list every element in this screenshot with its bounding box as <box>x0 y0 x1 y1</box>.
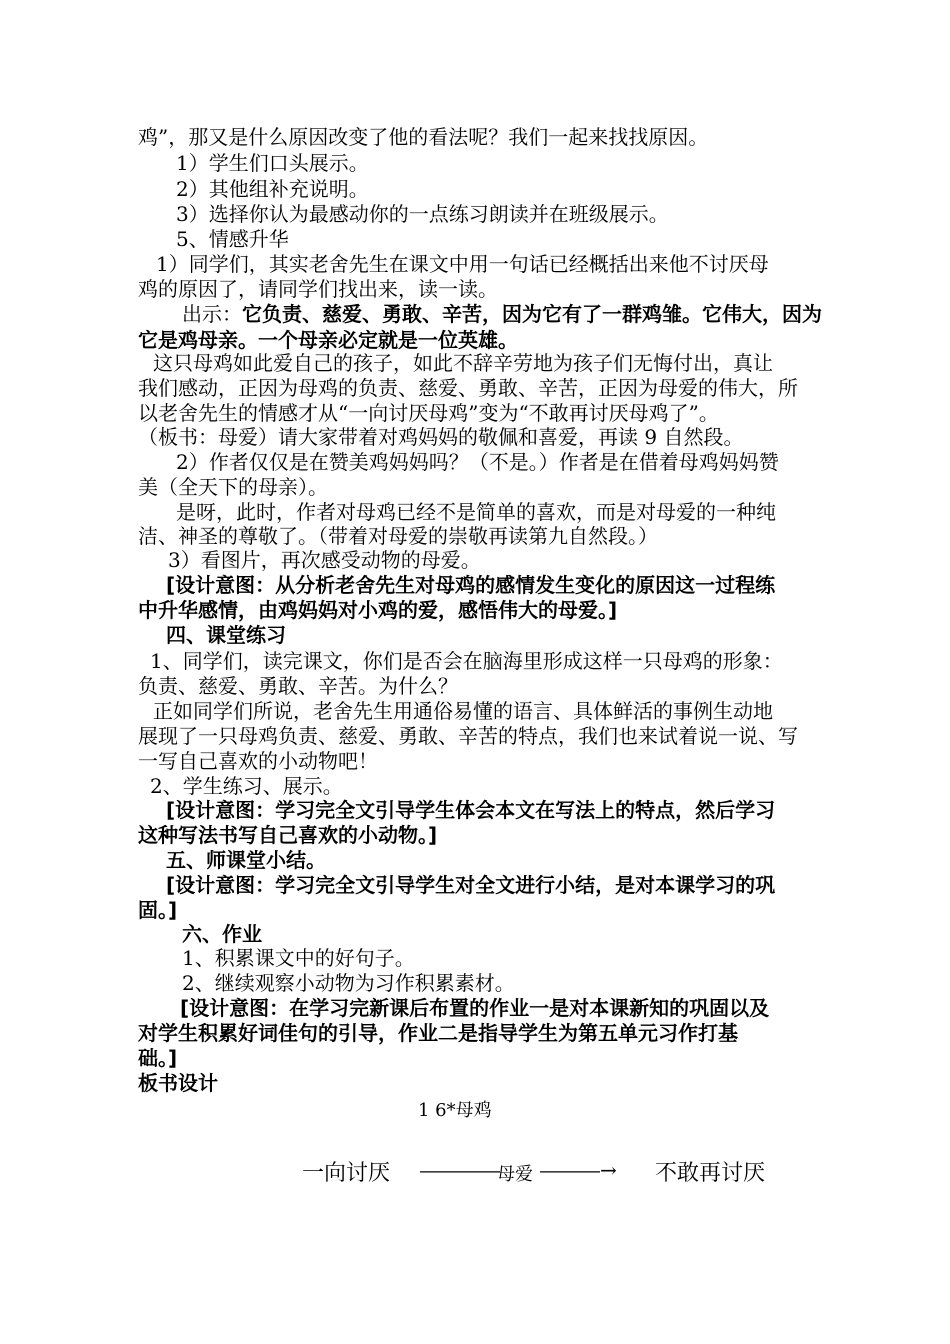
p3-line1: 2）作者仅仅是在赞美鸡妈妈吗？（不是。）作者是在借着母鸡妈妈赞 <box>176 450 779 474</box>
practice-2: 2、学生练习、展示。 <box>150 774 343 798</box>
design-intent-3b: 固。] <box>138 898 178 922</box>
quote-line2: 它是鸡母亲。一个母亲必定就是一位英雄。 <box>138 328 518 352</box>
p1-line1: 鸡”，那又是什么原因改变了他的看法呢？我们一起来找找原因。 <box>138 125 709 149</box>
section-6-heading: 六、作业 <box>182 922 262 946</box>
board-design-heading: 板书设计 <box>138 1071 218 1095</box>
practice-p-c: 一写自己喜欢的小动物吧！ <box>138 749 378 773</box>
design-intent-2b: 这种写法书写自己喜欢的小动物。] <box>138 823 438 847</box>
item-3: 3）选择你认为最感动你的一点练习朗读并在班级展示。 <box>176 202 669 226</box>
item-1: 1）学生们口头展示。 <box>176 151 369 175</box>
p4-line1: 是呀，此时，作者对母鸡已经不是简单的喜欢，而是对母爱的一种纯 <box>176 500 776 524</box>
homework-1: 1、积累课文中的好句子。 <box>182 946 415 970</box>
quote-line1 <box>182 301 822 327</box>
quote-prefix: 出示： <box>182 302 242 326</box>
homework-2: 2、继续观察小动物为习作积累素材。 <box>182 971 515 995</box>
p2-line1: 这只母鸡如此爱自己的孩子，如此不辞辛劳地为孩子们无悔付出，真让 <box>153 351 773 375</box>
board-title: 1 6*母鸡 <box>418 1100 492 1121</box>
p3-line2: 美（全天下的母亲）。 <box>138 475 328 499</box>
board-arrow-right-dashes: ―――→ <box>540 1158 617 1182</box>
p4-line2: 洁、神圣的尊敬了。（带着对母爱的崇敬再读第九自然段。） <box>138 524 658 548</box>
design-intent-1b: 中升华感情，由鸡妈妈对小鸡的爱，感悟伟大的母爱。] <box>138 598 618 622</box>
board-right-term: 不敢再讨厌 <box>655 1161 766 1186</box>
board-center-term: 母爱 <box>497 1164 533 1185</box>
practice-p-b: 展现了一只母鸡负责、慈爱、勇敢、辛苦的特点，我们也来试着说一说、写 <box>138 724 798 748</box>
p2-line3: 以老舍先生的情感才从“一向讨厌母鸡”变为“不敢再讨厌母鸡了”。 <box>138 401 719 425</box>
design-intent-4a: [设计意图：在学习完新课后布置的作业一是对本课新知的巩固以及 <box>180 996 770 1020</box>
quote-text-1: 它负责、慈爱、勇敢、辛苦，因为它有了一群鸡雏。它伟大，因为 <box>242 302 822 326</box>
practice-p-a: 正如同学们所说，老舍先生用通俗易懂的语言、具体鲜活的事例生动地 <box>153 699 773 723</box>
design-intent-1a: [设计意图：从分析老舍先生对母鸡的感情发生变化的原因这一过程练 <box>166 573 776 597</box>
section-4-heading: 四、课堂练习 <box>166 623 286 647</box>
section-5-summary-heading: 五、师课堂小结。 <box>166 848 326 872</box>
p2-line4: （板书：母爱）请大家带着对鸡妈妈的敬佩和喜爱，再读 9 自然段。 <box>138 425 744 449</box>
p2-line2: 我们感动，正因为母鸡的负责、慈爱、勇敢、辛苦，正因为母爱的伟大，所 <box>138 376 798 400</box>
p-emotion-1a: 1）同学们，其实老舍先生在课文中用一句话已经概括出来他不讨厌母 <box>156 252 769 276</box>
practice-1a: 1、同学们，读完课文，你们是否会在脑海里形成这样一只母鸡的形象： <box>150 649 783 673</box>
design-intent-3a: [设计意图：学习完全文引导学生对全文进行小结，是对本课学习的巩 <box>166 873 776 897</box>
design-intent-2a: [设计意图：学习完全文引导学生体会本文在写法上的特点，然后学习 <box>166 798 776 822</box>
design-intent-4c: 础。] <box>138 1046 178 1070</box>
section-5-heading: 5、情感升华 <box>176 227 289 251</box>
item-2: 2）其他组补充说明。 <box>176 177 369 201</box>
p-emotion-1b: 鸡的原因了，请同学们找出来，读一读。 <box>138 277 498 301</box>
p5-line1: 3）看图片，再次感受动物的母爱。 <box>168 548 481 572</box>
design-intent-4b: 对学生积累好词佳句的引导，作业二是指导学生为第五单元习作打基 <box>138 1021 738 1045</box>
practice-1b: 负责、慈爱、勇敢、辛苦。为什么？ <box>138 674 458 698</box>
board-arrow-left-dashes: ―――― <box>420 1158 500 1182</box>
board-left-term: 一向讨厌 <box>302 1161 391 1186</box>
